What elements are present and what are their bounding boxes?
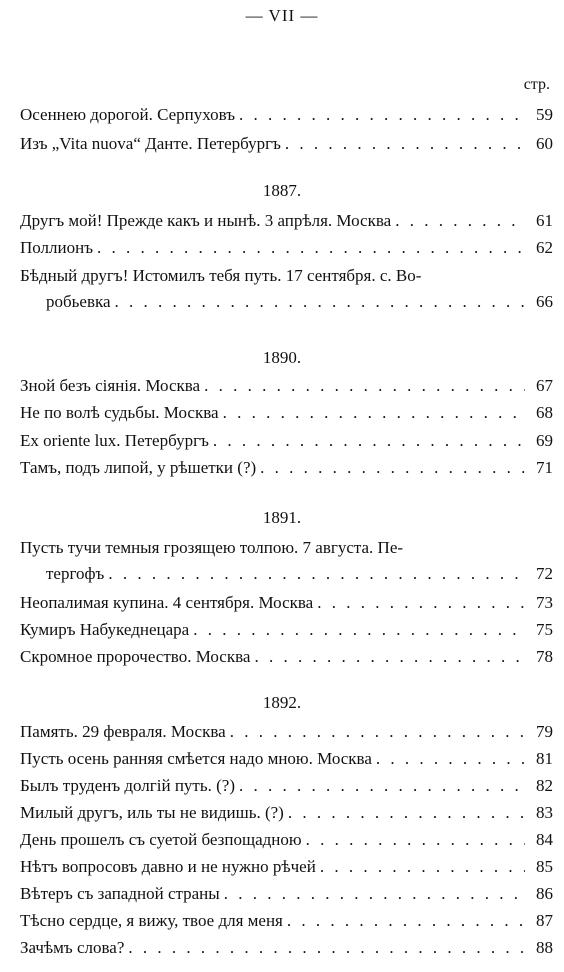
dot-leader xyxy=(239,773,525,799)
entry-title: Память. 29 февраля. Москва xyxy=(20,722,226,741)
page-header: — VII — xyxy=(245,6,319,25)
toc-entry xyxy=(20,400,553,426)
entry-page: 67 xyxy=(536,376,553,395)
toc-entry xyxy=(20,854,553,880)
toc-entry xyxy=(20,373,553,399)
section-year: 1890. xyxy=(262,348,302,367)
entry-page: 75 xyxy=(536,620,553,639)
toc-entry xyxy=(20,719,553,745)
entry-page: 60 xyxy=(536,134,553,153)
entry-title-continuation: робьевка xyxy=(46,292,111,311)
toc-entry xyxy=(20,455,553,481)
entry-page: 79 xyxy=(536,722,553,741)
entry-page: 83 xyxy=(536,803,553,822)
dot-leader xyxy=(306,827,525,853)
entry-page: 78 xyxy=(536,647,553,666)
section-year: 1892. xyxy=(262,693,302,712)
entry-title: Зачѣмъ слова? xyxy=(20,938,125,957)
entry-title: Пусть тучи темныя грозящею толпою. 7 августа. Пе- xyxy=(20,538,404,557)
dot-leader xyxy=(224,881,525,907)
entry-title: Кумиръ Набукеднецара xyxy=(20,620,190,639)
entry-page: 82 xyxy=(536,776,553,795)
dot-leader xyxy=(193,617,525,643)
dot-leader xyxy=(97,235,525,261)
entry-page: 59 xyxy=(536,105,553,124)
dot-leader xyxy=(128,935,525,961)
entry-page: 88 xyxy=(536,938,553,957)
toc-entry xyxy=(20,102,553,128)
dot-leader xyxy=(285,131,525,157)
entry-title: Тамъ, подъ липой, у рѣшетки (?) xyxy=(20,458,257,477)
toc-entry xyxy=(20,428,553,454)
dot-leader xyxy=(115,289,525,315)
entry-title: Былъ труденъ долгій путь. (?) xyxy=(20,776,235,795)
dot-leader xyxy=(254,644,525,670)
dot-leader xyxy=(230,719,525,745)
entry-title-continuation: тергофъ xyxy=(46,564,105,583)
entry-title: Пусть осень ранняя смѣется надо мною. Москва xyxy=(20,749,372,768)
toc-entry xyxy=(20,131,553,157)
dot-leader xyxy=(213,428,525,454)
dot-leader xyxy=(288,800,525,826)
dot-leader xyxy=(204,373,525,399)
toc-entry xyxy=(20,773,553,799)
toc-entry xyxy=(20,590,553,616)
toc-entry xyxy=(20,235,553,261)
dot-leader xyxy=(376,746,525,772)
toc-entry xyxy=(20,935,553,961)
section-year: 1891. xyxy=(262,508,302,527)
toc-entry xyxy=(20,617,553,643)
toc-entry xyxy=(20,644,553,670)
entry-page: 87 xyxy=(536,911,553,930)
entry-page: 86 xyxy=(536,884,553,903)
entry-page: 71 xyxy=(536,458,553,477)
entry-page: 85 xyxy=(536,857,553,876)
dot-leader xyxy=(320,854,525,880)
page-column-label: стр. xyxy=(523,76,550,93)
entry-page: 68 xyxy=(536,403,553,422)
toc-entry xyxy=(20,208,553,234)
entry-title: Осеннею дорогой. Серпуховъ xyxy=(20,105,235,124)
dot-leader xyxy=(108,561,525,587)
entry-page: 72 xyxy=(536,564,553,583)
dot-leader xyxy=(287,908,525,934)
entry-page: 73 xyxy=(536,593,553,612)
dot-leader xyxy=(223,400,525,426)
entry-title: Тѣсно сердце, я вижу, твое для меня xyxy=(20,911,283,930)
toc-entry xyxy=(20,746,553,772)
entry-title: Ex oriente lux. Петербургъ xyxy=(20,431,209,450)
entry-title: Изъ „Vita nuova“ Данте. Петербургъ xyxy=(20,134,281,153)
entry-title: Не по волѣ судьбы. Москва xyxy=(20,403,219,422)
toc-entry xyxy=(20,800,553,826)
entry-page: 69 xyxy=(536,431,553,450)
toc-entry xyxy=(20,263,553,315)
dot-leader xyxy=(239,102,525,128)
entry-page: 62 xyxy=(536,238,553,257)
entry-page: 84 xyxy=(536,830,553,849)
entry-page: 61 xyxy=(536,211,553,230)
entry-title: Милый другъ, иль ты не видишь. (?) xyxy=(20,803,284,822)
dot-leader xyxy=(260,455,525,481)
toc-entry xyxy=(20,827,553,853)
entry-title: Неопалимая купина. 4 сентября. Москва xyxy=(20,593,314,612)
entry-title: Зной безъ сіянія. Москва xyxy=(20,376,201,395)
section-year: 1887. xyxy=(262,181,302,200)
entry-title: Бѣдный другъ! Истомилъ тебя путь. 17 сентября. с. Во- xyxy=(20,266,422,285)
entry-page: 66 xyxy=(536,292,553,311)
toc-entry xyxy=(20,908,553,934)
entry-title: Поллионъ xyxy=(20,238,94,257)
toc-entry xyxy=(20,535,553,587)
entry-title: Другъ мой! Прежде какъ и нынѣ. 3 апрѣля. Москва xyxy=(20,211,392,230)
entry-page: 81 xyxy=(536,749,553,768)
entry-title: День прошелъ съ суетой безпощадною xyxy=(20,830,302,849)
dot-leader xyxy=(395,208,525,234)
toc-entry xyxy=(20,881,553,907)
dot-leader xyxy=(317,590,525,616)
entry-title: Скромное пророчество. Москва xyxy=(20,647,251,666)
entry-title: Нѣтъ вопросовъ давно и не нужно рѣчей xyxy=(20,857,316,876)
entry-title: Вѣтеръ съ западной страны xyxy=(20,884,220,903)
